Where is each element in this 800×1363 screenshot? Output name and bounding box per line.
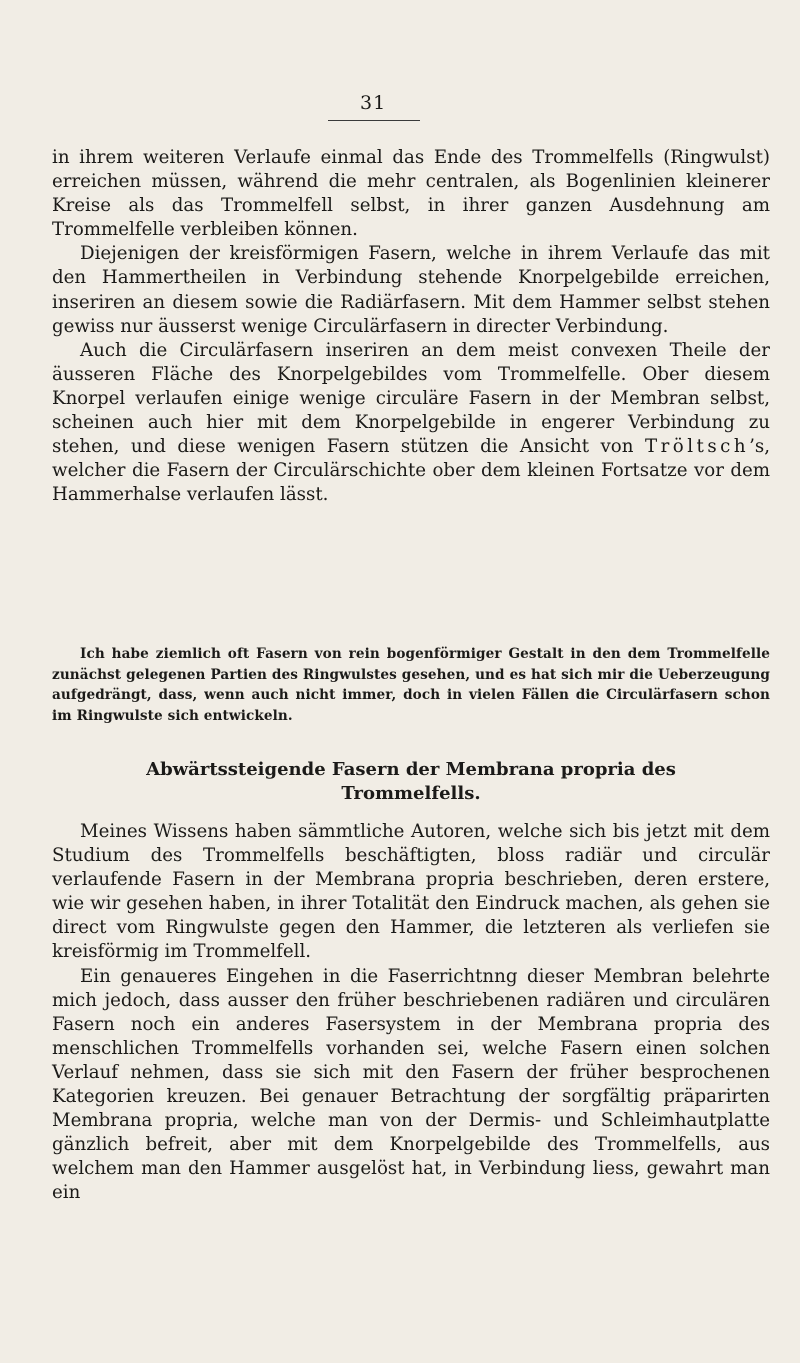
footnote-block (52, 644, 770, 726)
page-number-rule (328, 120, 420, 121)
body-text-block-1 (52, 146, 770, 507)
paragraph-3-start: Auch die Circulärfasern inseriren an dem meist convexen Theile der äusseren Fläche des Knorpelgebildes vom Trommelfelle. Ober diesem Knorpel verlaufen einige wenige circuläre Fasern in der Membran selbst, scheinen auch hier mit dem Knorpelgebilde in engerer Verbindung zu stehen, und diese wenigen Fasern stützen die Ansicht von (52, 339, 770, 458)
paragraph-2: Diejenigen der kreisförmigen Fasern, welche in ihrem Verlaufe das mit den Hammertheilen in Verbindung stehende Knorpelgebilde erreichen, inseriren an diesem sowie die Radiärfasern. Mit dem Hammer selbst stehen gewiss nur äusserst wenige Circulärfasern in directer Verbindung. (52, 243, 770, 337)
author-name-troeltsch: Tröltsch (644, 436, 750, 458)
section-heading-line-2: Trommelfells. (341, 783, 481, 804)
section-heading-line-1: Abwärtssteigende Fasern der Membrana propria des (146, 759, 676, 780)
footnote-text: Ich habe ziemlich oft Fasern von rein bogenförmiger Gestalt in den dem Trommelfelle zunächst gelegenen Partien des Ringwulstes gesehen, und es hat sich mir die Ueberzeugung aufgedrängt, dass, wenn auch nicht immer, doch in vielen Fällen die Circulärfasern schon im Ringwulste sich entwickeln. (52, 646, 770, 724)
page-number: 31 (360, 92, 387, 114)
paragraph-5: Ein genaueres Eingehen in die Faserrichtnng dieser Membran belehrte mich jedoch, dass ausser den früher beschriebenen radiären und circulären Fasern noch ein anderes Fasersystem in der Membrana propria des menschlichen Trommelfells vorhanden sei, welche Fasern einen solchen Verlauf nehmen, dass sie sich mit den Fasern der früher besprochenen Kategorien kreuzen. Bei genauer Betrachtung der sorgfältig präparirten Membrana propria, welche man von der Dermis- und Schleimhautplatte gänzlich befreit, aber mit dem Knorpelgebilde des Trommelfells, aus welchem man den Hammer ausgelöst hat, in Verbindung liess, gewahrt man ein (52, 965, 770, 1204)
paragraph-3 (52, 339, 770, 508)
body-text-block-2 (52, 820, 770, 1206)
section-heading (52, 758, 770, 806)
paragraph-3-end: ’s, welcher die Fasern der Circulärschichte ober dem kleinen Fortsatze vor dem Hammerhalse verlaufen lässt. (52, 436, 770, 506)
paragraph-4: Meines Wissens haben sämmtliche Autoren, welche sich bis jetzt mit dem Studium des Trommelfells beschäftigten, bloss radiär und circulär verlaufende Fasern in der Membrana propria beschrieben, deren erstere, wie wir gesehen haben, in ihrer Totalität den Eindruck machen, als gehen sie direct vom Ringwulste gegen den Hammer, die letzteren als verliefen sie kreisförmig im Trommelfell. (52, 821, 770, 963)
paragraph-1: in ihrem weiteren Verlaufe einmal das Ende des Trommelfells (Ringwulst) erreichen müssen, während die mehr centralen, als Bogenlinien kleinerer Kreise als das Trommelfell selbst, in ihrer ganzen Ausdehnung am Trommelfelle verbleiben können. (52, 147, 770, 241)
